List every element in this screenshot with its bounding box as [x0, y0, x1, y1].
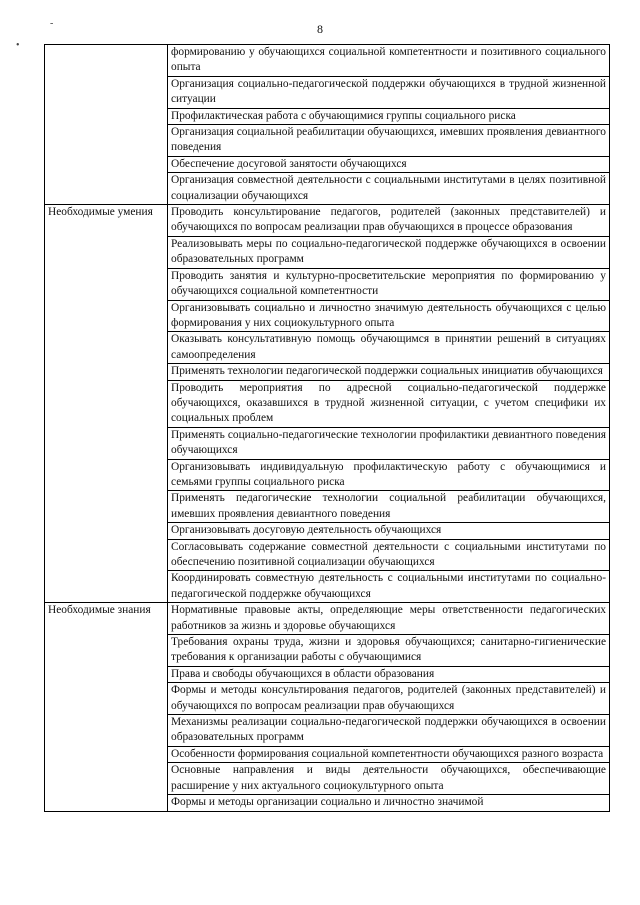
requirement-cell: Механизмы реализации социально-педагогической поддержки обучающихся в освоении образовательных программ — [168, 715, 610, 747]
requirement-cell: Организовывать досуговую деятельность обучающихся — [168, 523, 610, 539]
requirement-cell: Нормативные правовые акты, определяющие меры ответственности педагогических работников за жизнь и здоровье обучающихся — [168, 603, 610, 635]
requirement-cell: Требования охраны труда, жизни и здоровья обучающихся; санитарно-гигиенические требования к организации работы с обучающимися — [168, 635, 610, 667]
requirement-cell: Проводить консультирование педагогов, родителей (законных представителей) и обучающихся по вопросам реализации прав обучающихся в процессе образования — [168, 205, 610, 237]
requirement-cell: Основные направления и виды деятельности обучающихся, обеспечивающие расширение у них актуального социокультурного опыта — [168, 763, 610, 795]
requirement-cell: формированию у обучающихся социальной компетентности и позитивного социального опыта — [168, 45, 610, 77]
section-label — [45, 45, 168, 205]
requirement-cell: Организация совместной деятельности с социальными институтами в целях позитивной социализации обучающихся — [168, 173, 610, 205]
table-body — [45, 45, 610, 812]
requirement-cell: Формы и методы организации социально и личностно значимой — [168, 795, 610, 811]
scan-mark: - — [50, 18, 54, 29]
requirement-cell: Организация социально-педагогической поддержки обучающихся в трудной жизненной ситуации — [168, 76, 610, 108]
table-row — [45, 603, 610, 635]
requirement-cell: Реализовывать меры по социально-педагогической поддержке обучающихся в освоении образовательных программ — [168, 236, 610, 268]
table-row — [45, 45, 610, 77]
requirement-cell: Проводить мероприятия по адресной социально-педагогической поддержке обучающихся, оказавшихся в трудной жизненной ситуации, с учетом специфики их социальных проблем — [168, 380, 610, 427]
requirement-cell: Проводить занятия и культурно-просветительские мероприятия по формированию у обучающихся социальной компетентности — [168, 268, 610, 300]
scan-mark: • — [16, 40, 20, 51]
requirement-cell: Организовывать индивидуальную профилактическую работу с обучающимися и семьями группы социального риска — [168, 459, 610, 491]
requirement-cell: Права и свободы обучающихся в области образования — [168, 666, 610, 682]
requirement-cell: Применять социально-педагогические технологии профилактики девиантного поведения обучающихся — [168, 427, 610, 459]
requirement-cell: Применять педагогические технологии социальной реабилитации обучающихся, имевших проявления девиантного поведения — [168, 491, 610, 523]
section-label: Необходимые знания — [45, 603, 168, 811]
requirement-cell: Формы и методы консультирования педагогов, родителей (законных представителей) и обучающихся по вопросам реализации прав обучающихся — [168, 683, 610, 715]
requirement-cell: Профилактическая работа с обучающимися группы социального риска — [168, 108, 610, 124]
requirement-cell: Согласовывать содержание совместной деятельности с социальными институтами по обеспечению позитивной социализации обучающихся — [168, 539, 610, 571]
requirement-cell: Оказывать консультативную помощь обучающимся в принятии решений в ситуациях самоопределения — [168, 332, 610, 364]
section-label: Необходимые умения — [45, 205, 168, 603]
requirement-cell: Организация социальной реабилитации обучающихся, имевших проявления девиантного поведения — [168, 125, 610, 157]
page-number: 8 — [317, 22, 323, 36]
requirements-table — [44, 44, 610, 812]
requirement-cell: Особенности формирования социальной компетентности обучающихся разного возраста — [168, 746, 610, 762]
requirement-cell: Координировать совместную деятельность с социальными институтами по социально-педагогической поддержке обучающихся — [168, 571, 610, 603]
requirement-cell: Применять технологии педагогической поддержки социальных инициатив обучающихся — [168, 364, 610, 380]
requirement-cell: Организовывать социально и личностно значимую деятельность обучающихся с целью формирования у них социокультурного опыта — [168, 300, 610, 332]
table-row — [45, 205, 610, 237]
requirement-cell: Обеспечение досуговой занятости обучающихся — [168, 156, 610, 172]
